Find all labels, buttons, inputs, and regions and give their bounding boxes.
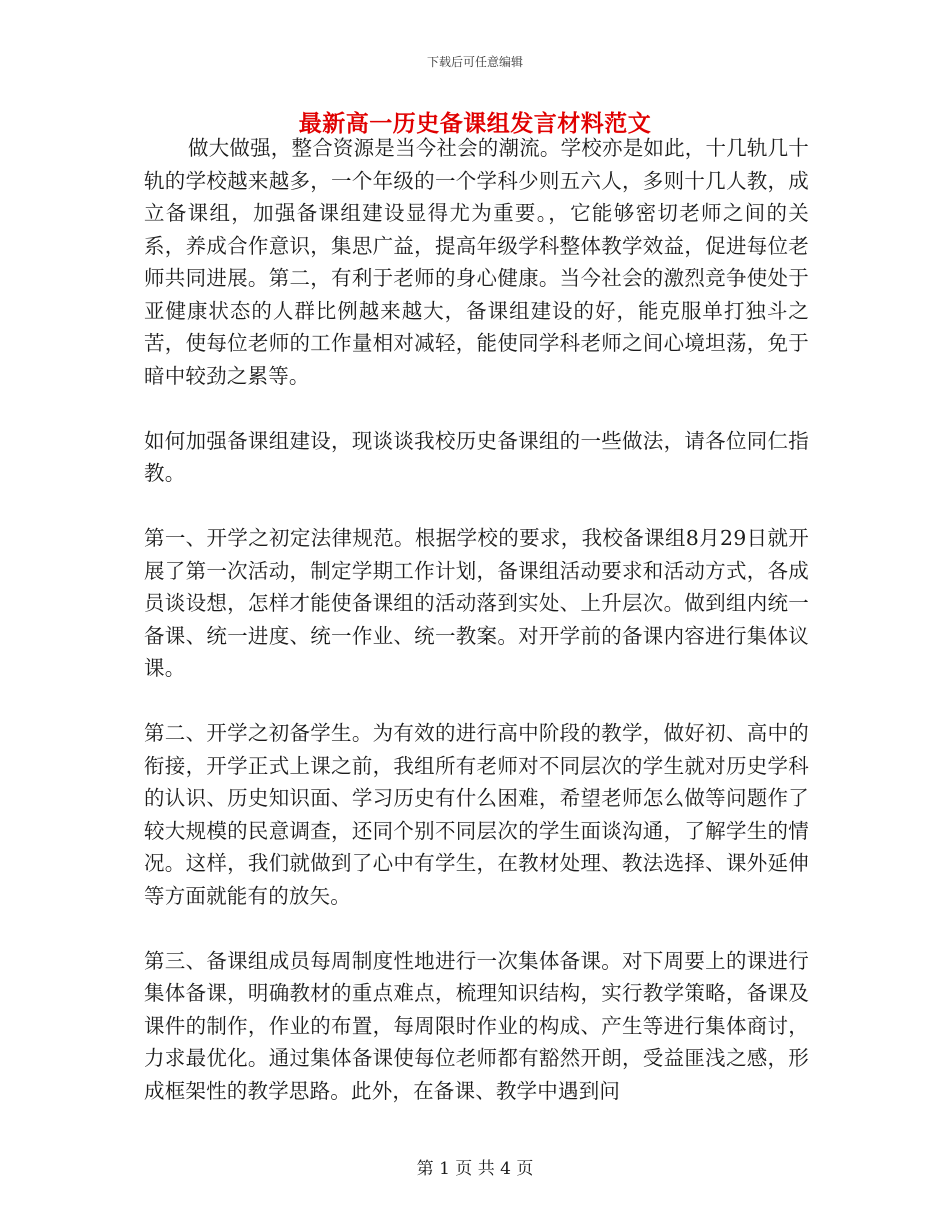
document-body [144, 132, 809, 1107]
paragraph-second-point: 第二、开学之初备学生。为有效的进行高中阶段的教学，做好初、高中的衔接，开学正式上课之前，我组所有老师对不同层次的学生就对历史学科的认识、历史知识面、学习历史有什么困难，希望老师怎么做等问题作了较大规模的民意调查，还同个别不同层次的学生面谈沟通，了解学生的情况。这样，我们就做到了心中有学生，在教材处理、教法选择、课外延伸等方面就能有的放矢。 [144, 721, 809, 908]
header-note: 下载后可任意编辑 [426, 55, 523, 69]
paragraph-question: 如何加强备课组建设，现谈谈我校历史备课组的一些做法，请各位同仁指教。 [144, 428, 809, 485]
page-number-footer: 第 1 页 共 4 页 [416, 1159, 534, 1179]
paragraph-third-point: 第三、备课组成员每周制度性地进行一次集体备课。对下周要上的课进行集体备课，明确教材的重点难点，梳理知识结构，实行教学策略，备课及课件的制作，作业的布置，每周限时作业的构成、产生等进行集体商讨，力求最优化。通过集体备课使每位老师都有豁然开朗，受益匪浅之感，形成框架性的教学思路。此外，在备课、教学中遇到问 [144, 948, 809, 1103]
document-title: 最新高一历史备课组发言材料范文 [298, 110, 652, 137]
paragraph-first-point: 第一、开学之初定法律规范。根据学校的要求，我校备课组8月29日就开展了第一次活动，制定学期工作计划，备课组活动要求和活动方式，各成员谈设想，怎样才能使备课组的活动落到实处、上升层次。做到组内统一备课、统一进度、统一作业、统一教案。对开学前的备课内容进行集体议课。 [144, 526, 809, 680]
paragraph-intro: 做大做强，整合资源是当今社会的潮流。学校亦是如此，十几轨几十轨的学校越来越多，一个年级的一个学科少则五六人，多则十几人教，成立备课组，加强备课组建设显得尤为重要。，它能够密切老师之间的关系，养成合作意识，集思广益，提高年级学科整体教学效益，促进每位老师共同进展。第二，有利于老师的身心健康。当今社会的激烈竞争使处于亚健康状态的人群比例越来越大，备课组建设的好，能克服单打独斗之苦，使每位老师的工作量相对减轻，能使同学科老师之间心境坦荡，免于暗中较劲之累等。 [144, 136, 809, 388]
